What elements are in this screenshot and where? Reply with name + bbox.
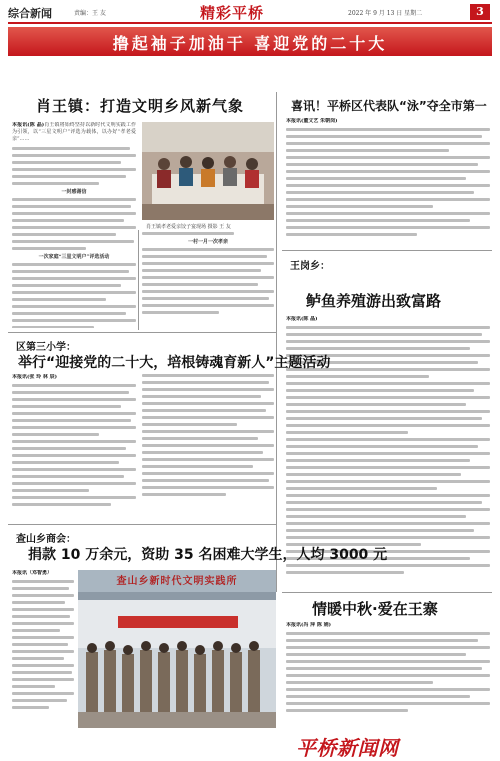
article-title: 肖王镇：打造文明乡风新气象 bbox=[36, 97, 245, 115]
article-subhead: 一村一月一次孝亲 bbox=[187, 239, 228, 245]
article-byline: 本报讯(董文艺 朱朝岗) bbox=[286, 118, 338, 124]
article-subhead: 一次家庭“三星文明户”评选活动 bbox=[38, 254, 110, 260]
article-body bbox=[12, 374, 136, 522]
article-byline: 本报讯(陈 晶) bbox=[12, 122, 45, 128]
issue-date: 2022 年 9 月 13 日 星期二 bbox=[348, 10, 423, 17]
article-byline: 本报讯（邓智勇） bbox=[12, 570, 53, 576]
article-byline: 本报讯(陈 晶) bbox=[286, 316, 318, 322]
row-divider bbox=[8, 524, 276, 525]
row-divider bbox=[8, 332, 276, 333]
article-intro: 肖王镇将始终坚持以新时代文明实践工作为引领，以“三星文明户”评选为载体，以办好“孝老爱亲”…… bbox=[12, 122, 136, 142]
banner-headline: 撸起袖子加油干 喜迎党的二十大 bbox=[112, 34, 388, 53]
editor-label: 责编：王 友 bbox=[74, 10, 106, 17]
article-photo bbox=[78, 570, 276, 728]
photo-signboard: 查山乡新时代文明实践所 bbox=[116, 576, 238, 587]
article-body-cont bbox=[142, 232, 274, 330]
article-byline: 本报讯(张 玲 林 辰) bbox=[12, 374, 57, 380]
article-subhead: 一封感谢信 bbox=[61, 189, 87, 195]
header-rule bbox=[8, 22, 492, 24]
article-title: 喜讯！平桥区代表队“泳”夺全市第一 bbox=[291, 99, 487, 113]
article-title: 情暖中秋·爱在王寨 bbox=[312, 600, 438, 618]
article-body bbox=[286, 622, 490, 728]
article-title: 捐款 10 万余元，资助 35 名困难大学生，人均 3000 元 bbox=[28, 547, 388, 563]
article-body bbox=[12, 570, 74, 730]
article-kicker: 区第三小学： bbox=[16, 342, 76, 353]
article-title: 鲈鱼养殖游出致富路 bbox=[306, 292, 442, 310]
photo-caption: 肖王镇孝老爱亲饺子宴现场 摄影 王 友 bbox=[146, 224, 231, 230]
row-divider bbox=[282, 250, 492, 251]
column-divider bbox=[276, 92, 277, 592]
column-divider bbox=[138, 230, 139, 330]
article-body-cont bbox=[142, 374, 274, 522]
article-byline: 本报讯(冯 萍 陈 娟) bbox=[286, 622, 331, 628]
section-name: 综合新闻 bbox=[8, 7, 52, 20]
page-number: 3 bbox=[470, 4, 490, 20]
row-divider bbox=[282, 592, 492, 593]
article-kicker: 王岗乡： bbox=[290, 261, 330, 272]
article-body bbox=[12, 122, 136, 328]
article-title: 举行“迎接党的二十大，培根铸魂育新人”主题活动 bbox=[18, 355, 331, 371]
article-photo bbox=[142, 122, 274, 220]
footer-site-name: 平桥新闻网 bbox=[296, 736, 399, 760]
article-kicker: 查山乡商会： bbox=[16, 534, 76, 545]
article-body bbox=[286, 118, 490, 248]
masthead-logo: 精彩平桥 bbox=[200, 4, 265, 22]
